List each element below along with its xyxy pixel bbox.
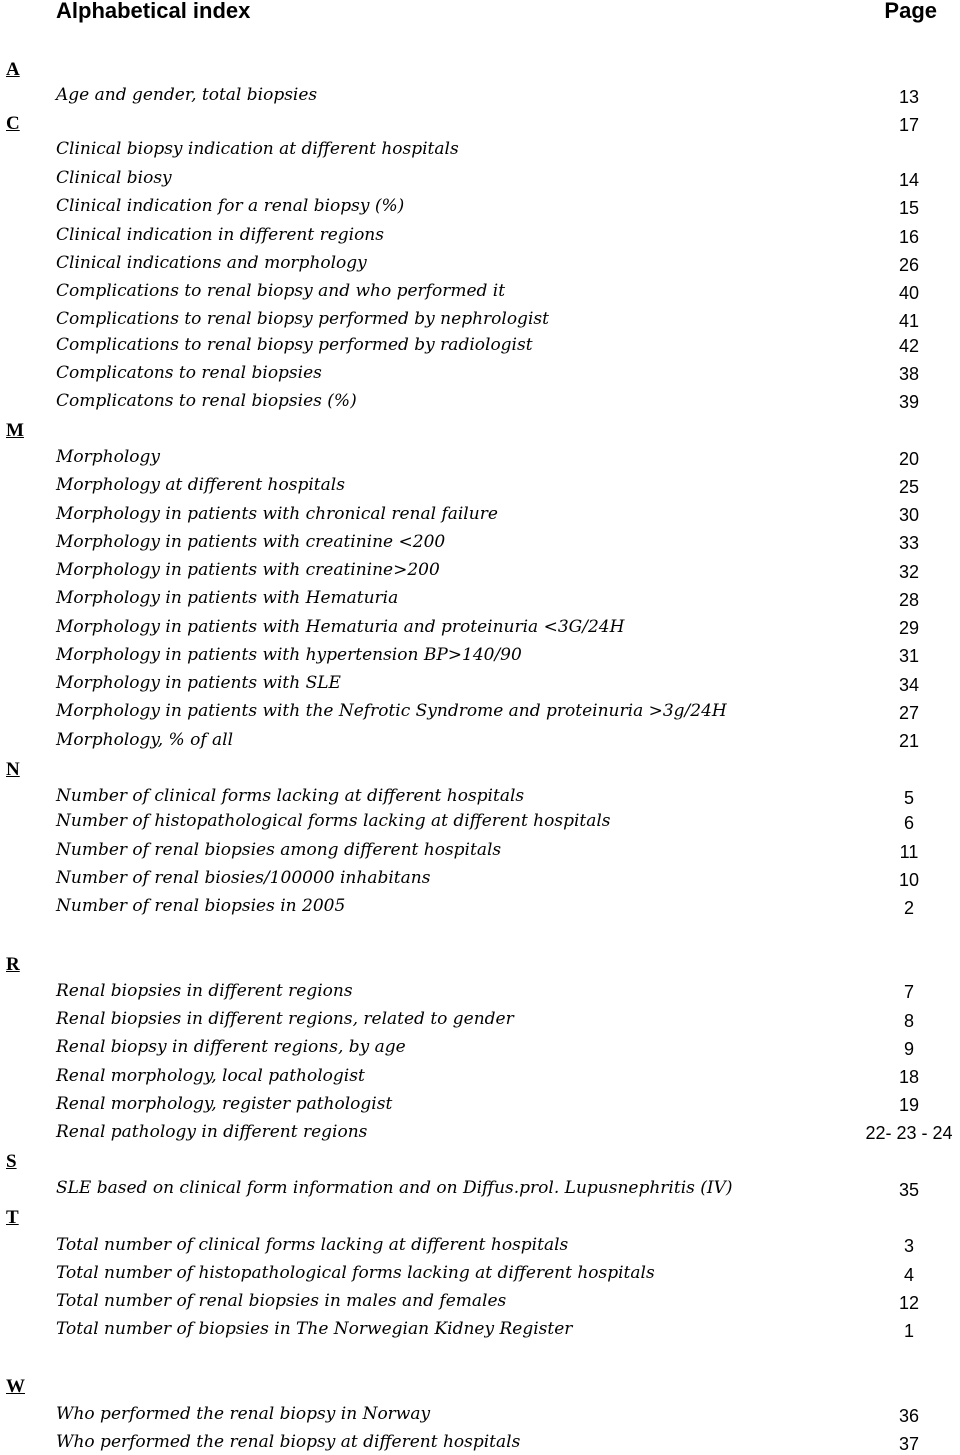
index-entry: Complications to renal biopsy performed by radiologist — [56, 335, 533, 355]
index-entry: Morphology in patients with Hematuria — [56, 588, 399, 608]
index-entry: Complications to renal biopsy and who performed it — [56, 281, 506, 301]
page-number: 18 — [898, 1067, 920, 1087]
page-number: 36 — [898, 1406, 920, 1426]
page-number: 22- 23 - 24 — [865, 1123, 953, 1143]
index-entry: Morphology in patients with chronical renal failure — [56, 504, 498, 524]
index-entry: Total number of clinical forms lacking at different hospitals — [56, 1235, 569, 1255]
index-entry: Total number of biopsies in The Norwegian Kidney Register — [56, 1319, 573, 1339]
page-number: 21 — [898, 731, 920, 751]
index-entry: Clinical indication for a renal biopsy (%) — [56, 196, 405, 216]
index-entry: Clinical indication in different regions — [56, 225, 384, 245]
section-letter: R — [6, 954, 20, 975]
page-number: 35 — [898, 1180, 920, 1200]
index-entry: Morphology in patients with the Nefrotic Syndrome and proteinuria >3g/24H — [56, 701, 727, 721]
index-entry: Renal morphology, register pathologist — [56, 1094, 393, 1114]
page-number: 30 — [898, 505, 920, 525]
page-number: 17 — [898, 115, 920, 135]
index-entry: Clinical biosy — [56, 168, 172, 188]
section-letter: W — [6, 1376, 25, 1397]
index-entry: Number of clinical forms lacking at different hospitals — [56, 786, 525, 806]
index-entry: Age and gender, total biopsies — [56, 85, 318, 105]
index-entry: Morphology — [56, 447, 160, 467]
page-number: 20 — [898, 449, 920, 469]
page-number: 26 — [898, 255, 920, 275]
index-entry: Number of renal biosies/100000 inhabitans — [56, 868, 431, 888]
page-number: 33 — [898, 533, 920, 553]
page-number: 40 — [898, 283, 920, 303]
page-column-header: Page — [884, 0, 937, 23]
section-letter: A — [6, 59, 20, 80]
page-number: 5 — [903, 788, 914, 808]
page-number: 6 — [903, 813, 914, 833]
page-number: 11 — [899, 842, 919, 862]
index-entry: SLE based on clinical form information and on Diffus.prol. Lupusnephritis (IV) — [56, 1178, 733, 1198]
index-entry: Morphology in patients with creatinine>200 — [56, 560, 440, 580]
index-entry: Renal morphology, local pathologist — [56, 1066, 365, 1086]
index-entry: Renal biopsy in different regions, by age — [56, 1037, 406, 1057]
index-entry: Total number of renal biopsies in males and females — [56, 1291, 507, 1311]
section-letter: M — [6, 420, 24, 441]
index-entry: Who performed the renal biopsy in Norway — [56, 1404, 431, 1424]
index-entry: Morphology in patients with Hematuria and proteinuria <3G/24H — [56, 617, 625, 637]
page-number: 31 — [898, 646, 920, 666]
page-number: 34 — [898, 675, 920, 695]
page-number: 29 — [898, 618, 920, 638]
section-letter: C — [6, 113, 20, 134]
page-number: 25 — [898, 477, 920, 497]
index-entry: Morphology in patients with creatinine <200 — [56, 532, 446, 552]
index-entry: Complications to renal biopsy performed by nephrologist — [56, 309, 549, 329]
page-number: 2 — [903, 898, 914, 918]
index-entry: Complicatons to renal biopsies (%) — [56, 391, 357, 411]
page-number: 9 — [903, 1039, 914, 1059]
index-entry: Number of histopathological forms lacking at different hospitals — [56, 811, 611, 831]
section-letter: N — [6, 759, 20, 780]
index-entry: Clinical indications and morphology — [56, 253, 367, 273]
index-entry: Renal biopsies in different regions, related to gender — [56, 1009, 514, 1029]
page-number: 41 — [898, 311, 920, 331]
index-title: Alphabetical index — [56, 0, 251, 23]
index-entry: Renal pathology in different regions — [56, 1122, 368, 1142]
page-number: 10 — [898, 870, 920, 890]
page-number: 37 — [898, 1434, 920, 1454]
index-entry: Complicatons to renal biopsies — [56, 363, 322, 383]
page-number: 4 — [903, 1265, 914, 1285]
index-entry: Number of renal biopsies in 2005 — [56, 896, 346, 916]
page-number: 27 — [898, 703, 920, 723]
index-entry: Morphology in patients with hypertension BP>140/90 — [56, 645, 522, 665]
page-number: 7 — [903, 982, 914, 1002]
page-number: 3 — [903, 1236, 914, 1256]
page-number: 39 — [898, 392, 920, 412]
page-number: 13 — [898, 87, 920, 107]
page-number: 12 — [898, 1293, 920, 1313]
page-number: 32 — [898, 562, 920, 582]
page-number: 28 — [898, 590, 920, 610]
index-entry: Number of renal biopsies among different hospitals — [56, 840, 502, 860]
page-number: 38 — [898, 364, 920, 384]
page-number: 14 — [898, 170, 920, 190]
index-entry: Clinical biopsy indication at different hospitals — [56, 139, 459, 159]
index-entry: Morphology, % of all — [56, 730, 234, 750]
section-letter: S — [6, 1151, 17, 1172]
page-number: 16 — [898, 227, 920, 247]
page-number: 42 — [898, 336, 920, 356]
page-number: 8 — [903, 1011, 914, 1031]
index-entry: Morphology in patients with SLE — [56, 673, 341, 693]
index-entry: Morphology at different hospitals — [56, 475, 345, 495]
index-entry: Total number of histopathological forms lacking at different hospitals — [56, 1263, 655, 1283]
index-entry: Who performed the renal biopsy at different hospitals — [56, 1432, 521, 1452]
page-number: 19 — [898, 1095, 920, 1115]
page-number: 1 — [903, 1321, 914, 1341]
index-entry: Renal biopsies in different regions — [56, 981, 353, 1001]
section-letter: T — [6, 1207, 19, 1228]
page-number: 15 — [898, 198, 920, 218]
